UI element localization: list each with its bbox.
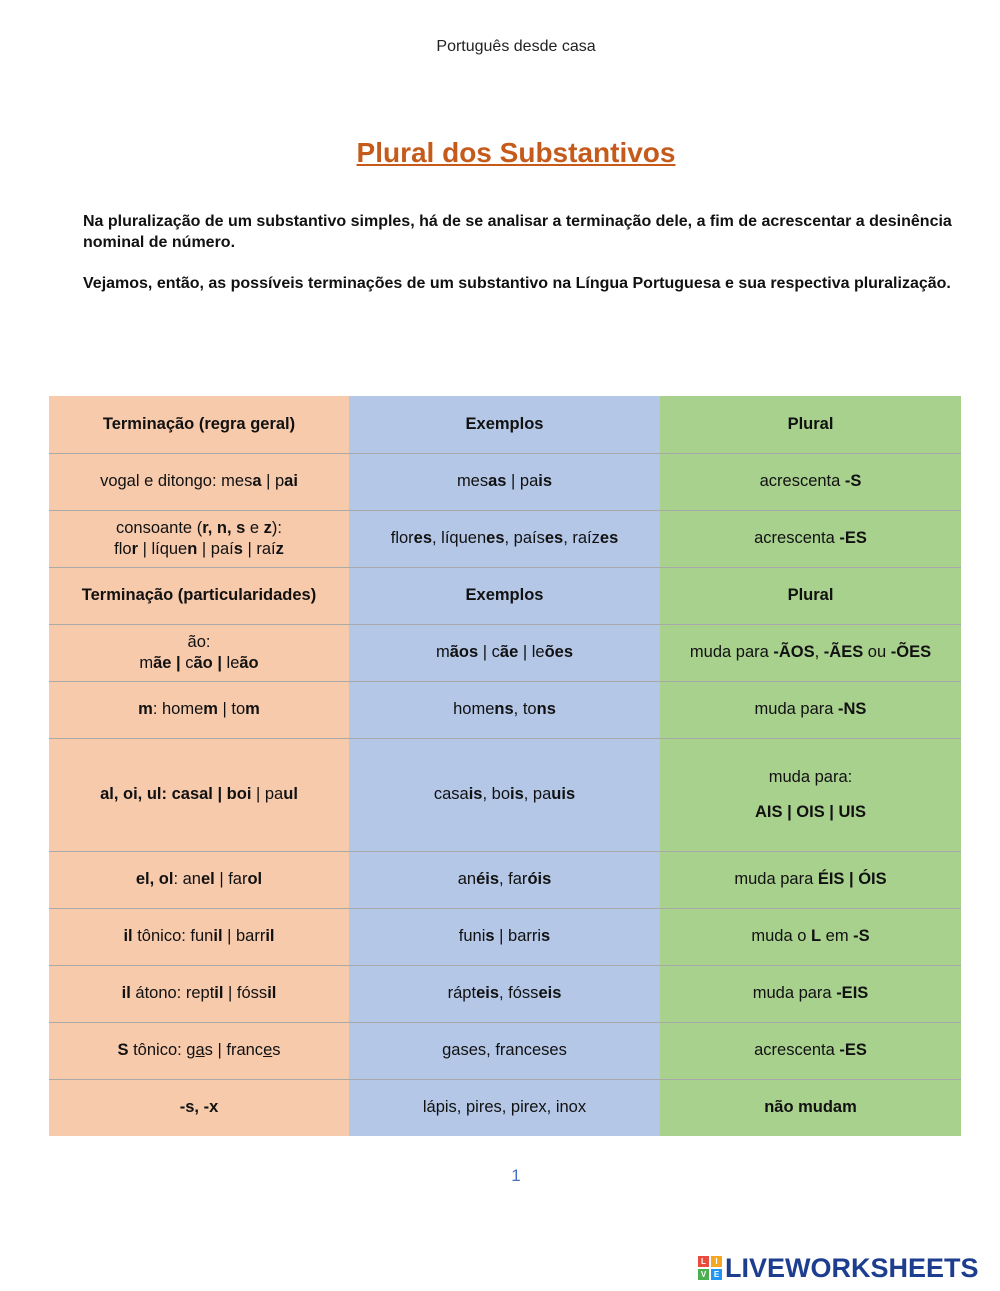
table-header-row-2 [49,567,961,624]
examples-cell: mãos | cãe | leões [349,624,660,681]
termination-cell: el, ol: anel | farol [49,851,349,908]
termination-cell: il tônico: funil | barril [49,908,349,965]
page-title: Plural dos Substantivos [356,137,676,168]
termination-cell: consoante (r, n, s e z): flor | líquen | país | raíz [49,510,349,567]
plural-cell: não mudam [660,1079,961,1136]
logo-block: I [711,1256,722,1267]
page-number: 1 [511,1166,521,1185]
table-header-cell: Exemplos [349,567,660,624]
examples-cell: funis | barris [349,908,660,965]
plural-cell: acrescenta -ES [660,510,961,567]
logo-block: V [698,1269,709,1280]
page-header: Português desde casa [436,38,596,55]
examples-cell: gases, franceses [349,1022,660,1079]
table-header-cell: Terminação (regra geral) [49,396,349,453]
table-header-cell: Terminação (particularidades) [49,567,349,624]
plural-rules-table [49,396,961,1136]
examples-cell: casais, bois, pauis [349,738,660,851]
table-row [49,510,961,567]
termination-cell: -s, -x [49,1079,349,1136]
table-row [49,851,961,908]
examples-cell: anéis, faróis [349,851,660,908]
termination-cell: m: homem | tom [49,681,349,738]
examples-cell: rápteis, fósseis [349,965,660,1022]
plural-cell: acrescenta -S [660,453,961,510]
table-row [49,1079,961,1136]
table-row [49,453,961,510]
table-row [49,738,961,851]
table-row [49,1022,961,1079]
plural-cell: muda para ÉIS | ÓIS [660,851,961,908]
intro-paragraph-2: Vejamos, então, as possíveis terminações de um substantivo na Língua Portuguesa e sua respectiva pluralização. [83,275,951,292]
termination-cell: il átono: reptil | fóssil [49,965,349,1022]
table-row [49,624,961,681]
intro-paragraph-1: Na pluralização de um substantivo simples, há de se analisar a terminação dele, a fim de acrescentar a desinência nominal de número. [83,213,952,251]
plural-cell: muda o L em -S [660,908,961,965]
plural-cell: muda para -EIS [660,965,961,1022]
termination-cell: S tônico: gas | frances [49,1022,349,1079]
plural-cell: muda para -NS [660,681,961,738]
termination-cell: ão: mãe | cão | leão [49,624,349,681]
termination-cell: vogal e ditongo: mesa | pai [49,453,349,510]
logo-blocks-icon [698,1256,722,1280]
table-header-cell: Exemplos [349,396,660,453]
liveworksheets-logo [698,1253,979,1283]
logo-block: L [698,1256,709,1267]
table-row [49,965,961,1022]
table-row [49,908,961,965]
examples-cell: flores, líquenes, países, raízes [349,510,660,567]
examples-cell: lápis, pires, pirex, inox [349,1079,660,1136]
logo-block: E [711,1269,722,1280]
examples-cell: mesas | pais [349,453,660,510]
table-header-cell: Plural [660,396,961,453]
table-row [49,681,961,738]
examples-cell: homens, tons [349,681,660,738]
termination-cell: al, oi, ul: casal | boi | paul [49,738,349,851]
plural-cell: muda para -ÃOS, -ÃES ou -ÕES [660,624,961,681]
table-header-row-1 [49,396,961,453]
plural-cell: muda para: AIS | OIS | UIS [660,738,961,851]
logo-text: LIVEWORKSHEETS [725,1252,979,1283]
table-header-cell: Plural [660,567,961,624]
plural-cell: acrescenta -ES [660,1022,961,1079]
